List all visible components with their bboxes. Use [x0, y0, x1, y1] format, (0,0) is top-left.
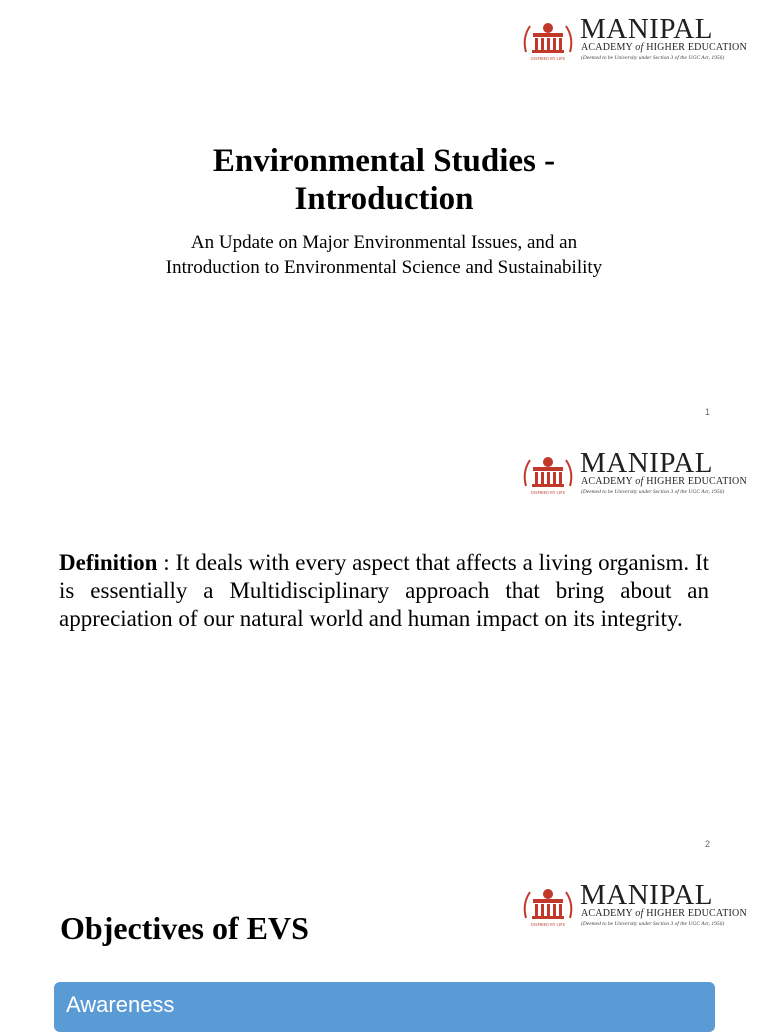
- manipal-logo: [520, 447, 748, 498]
- slide-number: 1: [704, 407, 710, 417]
- logo-deemed: (Deemed to be University under Section 3 of the UGC Act, 1956): [581, 55, 725, 61]
- logo-deemed: (Deemed to be University under Section 3 of the UGC Act, 1956): [581, 921, 725, 927]
- slide-subtitle: An Update on Major Environmental Issues, and an Introduction to Environmental Science and Sustainability: [165, 232, 603, 278]
- slide-2: [0, 432, 768, 864]
- logo-name: MANIPAL: [580, 879, 713, 911]
- objective-item-awareness: [54, 982, 715, 1032]
- objectives-heading: Objectives of EVS: [60, 910, 309, 946]
- logo-academy: ACADEMY of HIGHER EDUCATION: [581, 476, 747, 487]
- svg-text:INSPIRED BY LIFE: INSPIRED BY LIFE: [531, 490, 565, 495]
- manipal-seal-icon: [520, 884, 576, 928]
- definition-paragraph: [59, 549, 709, 633]
- definition-text: : It deals with every aspect that affects a living organism. It is essentially a Multidisciplinary approach that bring about an appreciation of our natural world and human impact on its integrity.: [59, 550, 709, 631]
- manipal-logo: [520, 879, 748, 930]
- svg-text:INSPIRED BY LIFE: INSPIRED BY LIFE: [531, 922, 565, 927]
- objective-item-label: Awareness: [66, 992, 175, 1017]
- logo-name: MANIPAL: [580, 447, 713, 479]
- logo-name: MANIPAL: [580, 13, 713, 45]
- logo-academy: ACADEMY of HIGHER EDUCATION: [581, 908, 747, 919]
- slide-number: 2: [704, 839, 710, 849]
- manipal-logo: [520, 13, 748, 64]
- slide-1: [0, 0, 768, 432]
- definition-label: Definition: [59, 550, 158, 575]
- slide-title: Environmental Studies - Introduction: [212, 143, 556, 217]
- logo-academy: ACADEMY of HIGHER EDUCATION: [581, 42, 747, 53]
- logo-deemed: (Deemed to be University under Section 3 of the UGC Act, 1956): [581, 489, 725, 495]
- manipal-seal-icon: [520, 452, 576, 496]
- manipal-seal-icon: [520, 18, 576, 62]
- svg-text:INSPIRED BY LIFE: INSPIRED BY LIFE: [531, 56, 565, 61]
